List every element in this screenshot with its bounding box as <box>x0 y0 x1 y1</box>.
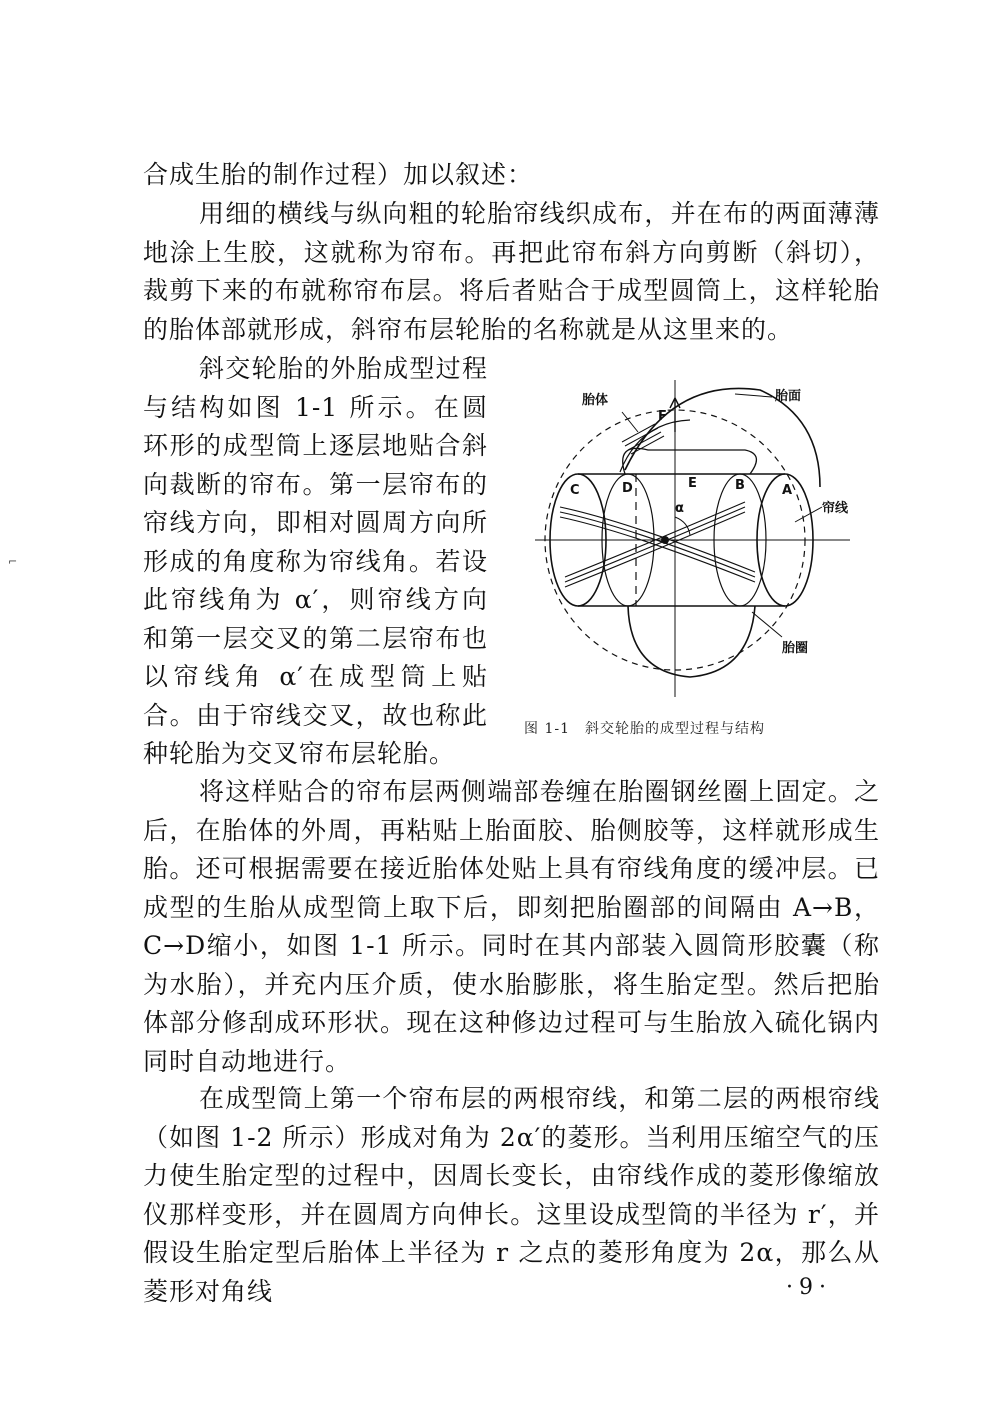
figure-1-1 <box>530 372 860 702</box>
label-A: A <box>782 483 793 498</box>
paragraph-1: 合成生胎的制作过程）加以叙述： <box>143 160 534 189</box>
label-E: E <box>688 476 697 491</box>
label-D: D <box>622 481 633 496</box>
label-alpha: α <box>675 501 684 516</box>
label-F: F <box>658 409 667 424</box>
label-cord: 帘线 <box>822 501 849 516</box>
figure-caption: 图 1-1 斜交轮胎的成型过程与结构 <box>524 721 765 737</box>
label-B: B <box>735 478 745 493</box>
paragraph-4: 将这样贴合的帘布层两侧端部卷缠在胎圈钢丝圈上固定。之后，在胎体的外周，再粘贴上胎面胶、胎侧胶等，这样就形成生胎。还可根据需要在接近胎体处贴上具有帘线角度的缓冲层。已成型的生胎从成型筒上取下后，即刻把胎圈部的间隔由 A→B，C→D缩小，如图 1-1 所示。同时在其内部装入圆筒形胶囊（称为水胎），并充内压介质，使水胎膨胀，将生胎定型。然后把胎体部分修刮成环形状。现在这种修边过程可与生胎放入硫化锅内同时自动地进行。 <box>143 777 880 1076</box>
label-bead: 胎圈 <box>782 641 809 656</box>
paragraph-5: 在成型筒上第一个帘布层的两根帘线，和第二层的两根帘线（如图 1-2 所示）形成对角为 2α′的菱形。当利用压缩空气的压力使生胎定型的过程中，因周长变长，由帘线作成的菱形像缩放仪那样变形，并在圆周方向伸长。这里设成型筒的半径为 r′，并假设生胎定型后胎体上半径为 r 之点的菱形角度为 2α，那么从菱形对角线 <box>143 1084 880 1306</box>
tire-forming-diagram <box>530 372 860 702</box>
label-C: C <box>570 483 580 498</box>
paragraph-3: 斜交轮胎的外胎成型过程与结构如图 1-1 所示。在圆环形的成型筒上逐层地贴合斜向裁断的帘布。第一层帘布的帘线方向，即相对圆周方向所形成的角度称为帘线角。若设此帘线角为 α′，则帘线方向和第一层交叉的第二层帘布也以帘线角 α′在成型筒上贴合。由于帘线交叉，故也称此种轮胎为交叉帘布层轮胎。 <box>143 354 488 768</box>
label-carcass: 胎体 <box>582 393 609 408</box>
margin-mark: ⌐ <box>8 555 18 568</box>
paragraph-2: 用细的横线与纵向粗的轮胎帘线织成布，并在布的两面薄薄地涂上生胶，这就称为帘布。再把此帘布斜方向剪断（斜切），裁剪下来的布就称帘布层。将后者贴合于成型圆筒上，这样轮胎的胎体部就形成，斜帘布层轮胎的名称就是从这里来的。 <box>143 199 880 344</box>
cord-bundle <box>560 502 755 587</box>
cord-crossing-point <box>661 536 669 544</box>
page-number: ·9· <box>786 1275 832 1300</box>
label-tread: 胎面 <box>775 389 802 404</box>
